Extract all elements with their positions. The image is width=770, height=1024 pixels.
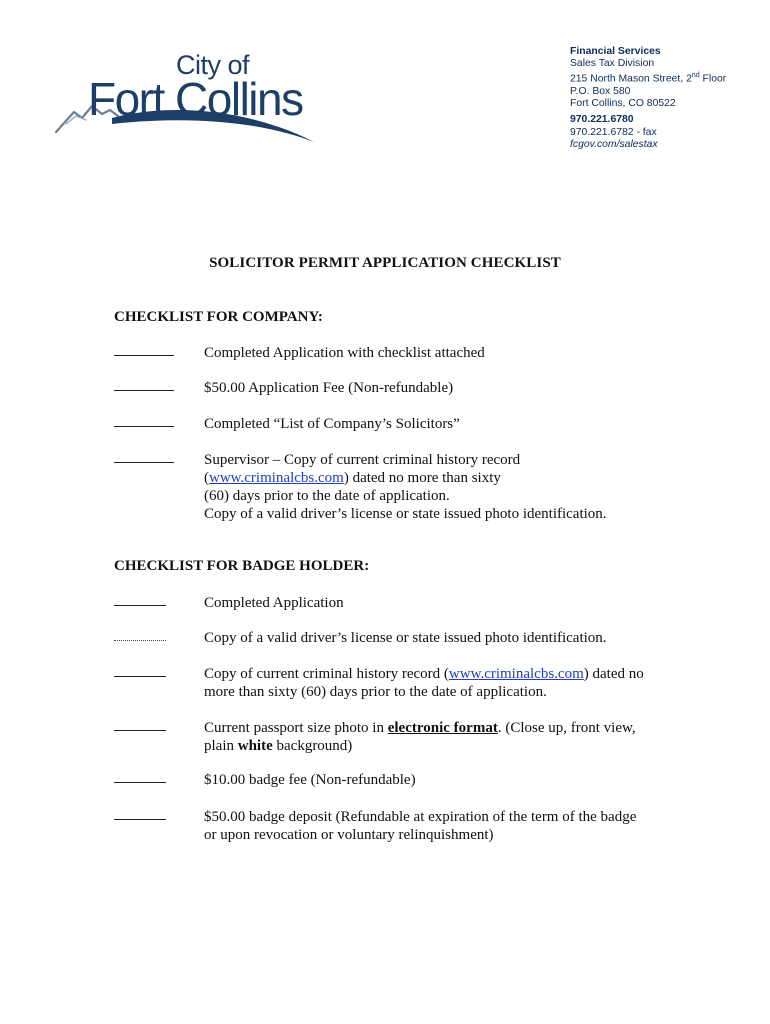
city-logo bbox=[52, 50, 322, 145]
street-address: 215 North Mason Street, 2nd Floor bbox=[570, 72, 727, 85]
checkbox-blank-line[interactable] bbox=[114, 676, 166, 677]
checkbox-blank-line[interactable] bbox=[114, 462, 174, 463]
criminal-history-link[interactable]: www.criminalcbs.com bbox=[448, 666, 584, 682]
checkbox-blank-line[interactable] bbox=[114, 730, 166, 731]
checkbox-blank-line[interactable] bbox=[114, 426, 174, 427]
checkbox-blank-line[interactable] bbox=[114, 640, 166, 641]
address-block bbox=[570, 46, 726, 151]
checkbox-blank-line[interactable] bbox=[114, 390, 174, 391]
po-box: P.O. Box 580 bbox=[570, 86, 631, 98]
city-zip: Fort Collins, CO 80522 bbox=[570, 98, 676, 110]
electronic-format-emphasis: electronic format bbox=[387, 720, 498, 736]
checkbox-blank-line[interactable] bbox=[114, 355, 174, 356]
fax-number: 970.221.6782 - fax bbox=[570, 126, 657, 138]
badge-checklist-heading: CHECKLIST FOR BADGE HOLDER: bbox=[114, 558, 370, 574]
website: fcgov.com/salestax bbox=[570, 138, 658, 150]
checkbox-blank-line[interactable] bbox=[114, 819, 166, 820]
white-emphasis: white bbox=[237, 738, 273, 754]
division-name: Sales Tax Division bbox=[570, 58, 655, 70]
company-checklist-heading: CHECKLIST FOR COMPANY: bbox=[114, 309, 323, 325]
logo-fort-collins: Fort Collins bbox=[88, 73, 303, 125]
department-name: Financial Services bbox=[570, 46, 661, 57]
checkbox-blank-line[interactable] bbox=[114, 605, 166, 606]
page-title: SOLICITOR PERMIT APPLICATION CHECKLIST bbox=[209, 255, 561, 271]
logo-city-of: City of bbox=[176, 50, 250, 80]
checkbox-blank-line[interactable] bbox=[114, 782, 166, 783]
phone-number: 970.221.6780 bbox=[570, 114, 634, 126]
criminal-history-link[interactable]: www.criminalcbs.com bbox=[209, 470, 344, 486]
